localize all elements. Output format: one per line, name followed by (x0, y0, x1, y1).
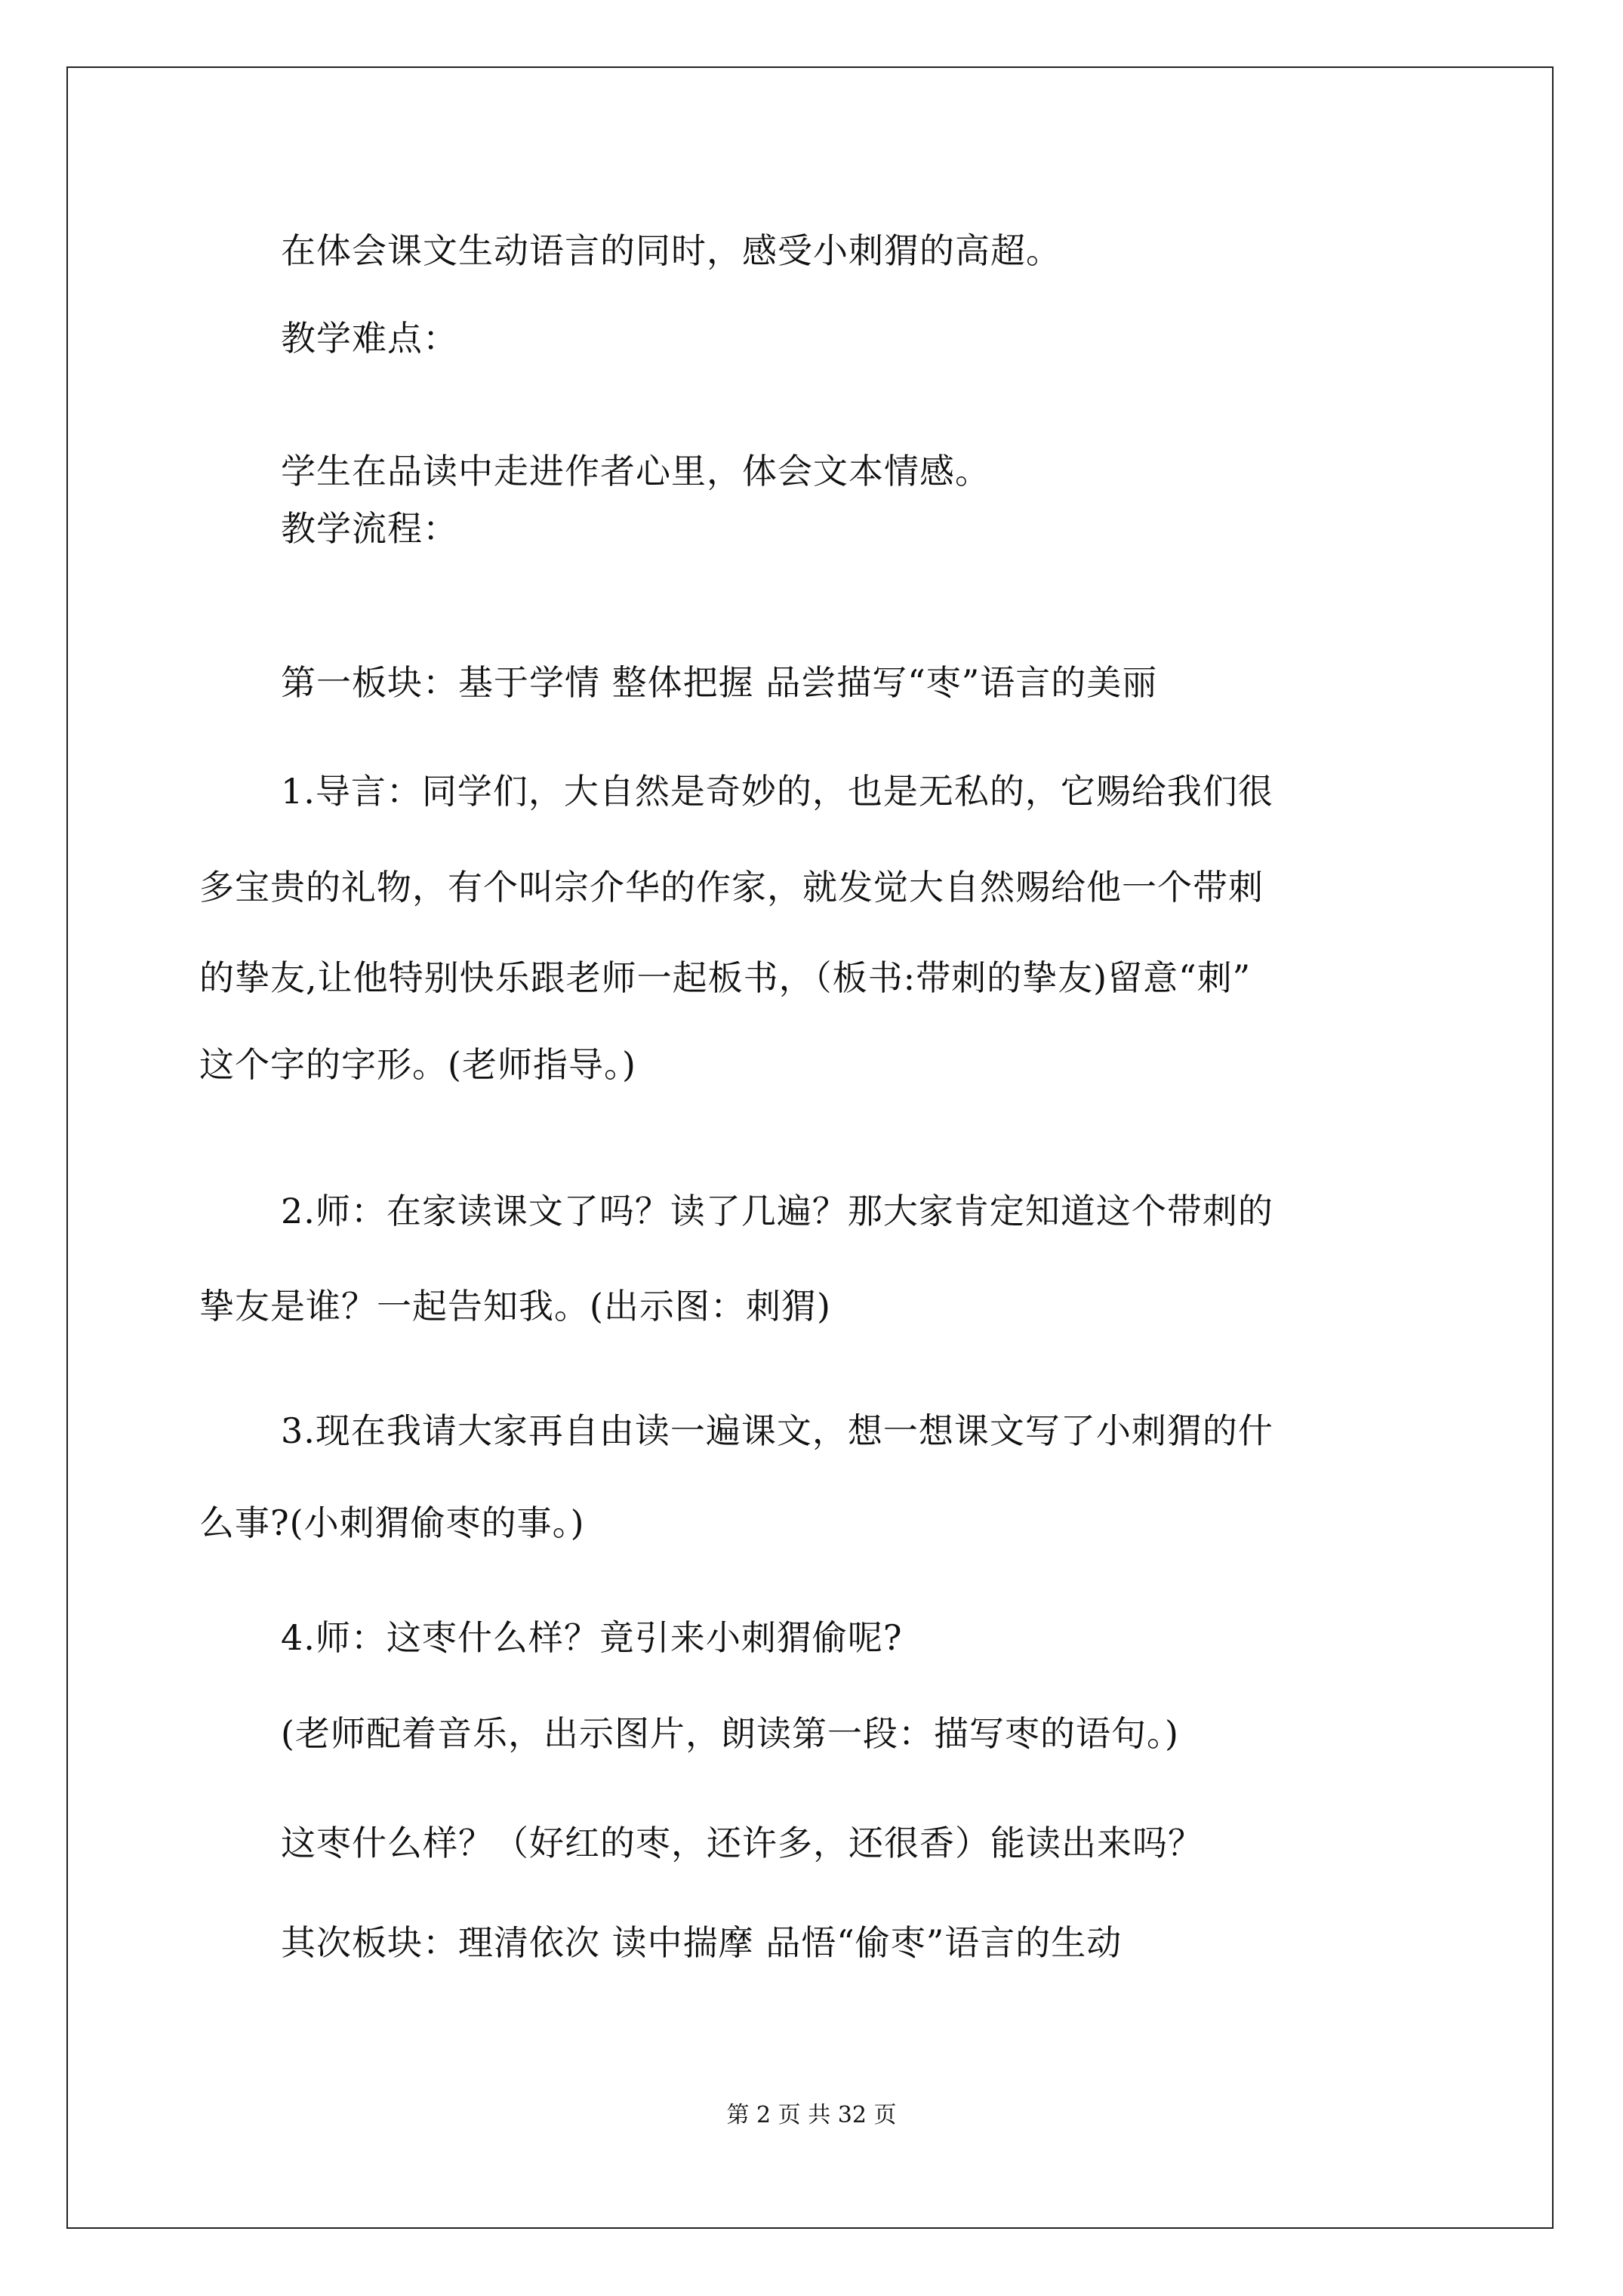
page-footer: 第 2 页 共 32 页 (726, 2102, 897, 2128)
section-heading-block-two: 其次板块：理清依次 读中揣摩 品悟“偷枣”语言的生动 (281, 1922, 1123, 1963)
paragraph-line: 3.现在我请大家再自由读一遍课文，想一想课文写了小刺猬的什 (281, 1410, 1273, 1451)
paragraph-line: (老师配着音乐，出示图片，朗读第一段：描写枣的语句。) (281, 1713, 1179, 1754)
paragraph-line: 的挚友,让他特别快乐跟老师一起板书，（板书:带刺的挚友)留意“刺” (199, 957, 1252, 998)
section-heading-teaching-difficulty: 教学难点： (281, 318, 458, 359)
paragraph-line: 多宝贵的礼物，有个叫宗介华的作家，就发觉大自然赐给他一个带刺 (199, 867, 1264, 908)
paragraph-line: 这枣什么样？（好红的枣，还许多，还很香）能读出来吗？ (281, 1823, 1203, 1863)
paragraph-line: 2.师：在家读课文了吗？读了几遍？那大家肯定知道这个带刺的 (281, 1191, 1273, 1231)
paragraph-line: 这个字的字形。(老师指导。) (199, 1044, 636, 1085)
section-heading-block-one: 第一板块：基于学情 整体把握 品尝描写“枣”语言的美丽 (281, 662, 1158, 703)
paragraph-line: 在体会课文生动语言的同时，感受小刺猬的高超。 (281, 230, 1061, 271)
paragraph-line: 挚友是谁？一起告知我。(出示图：刺猬) (199, 1286, 831, 1327)
paragraph-line: 学生在品读中走进作者心里，体会文本情感。 (281, 451, 990, 492)
paragraph-line: 么事?(小刺猬偷枣的事。) (199, 1502, 585, 1543)
paragraph-line: 1.导言：同学们，大自然是奇妙的，也是无私的，它赐给我们很 (281, 771, 1273, 812)
page-border (66, 66, 1554, 2229)
paragraph-line: 4.师：这枣什么样？竟引来小刺猬偷呢? (281, 1617, 903, 1658)
section-heading-teaching-process: 教学流程： (281, 508, 458, 549)
